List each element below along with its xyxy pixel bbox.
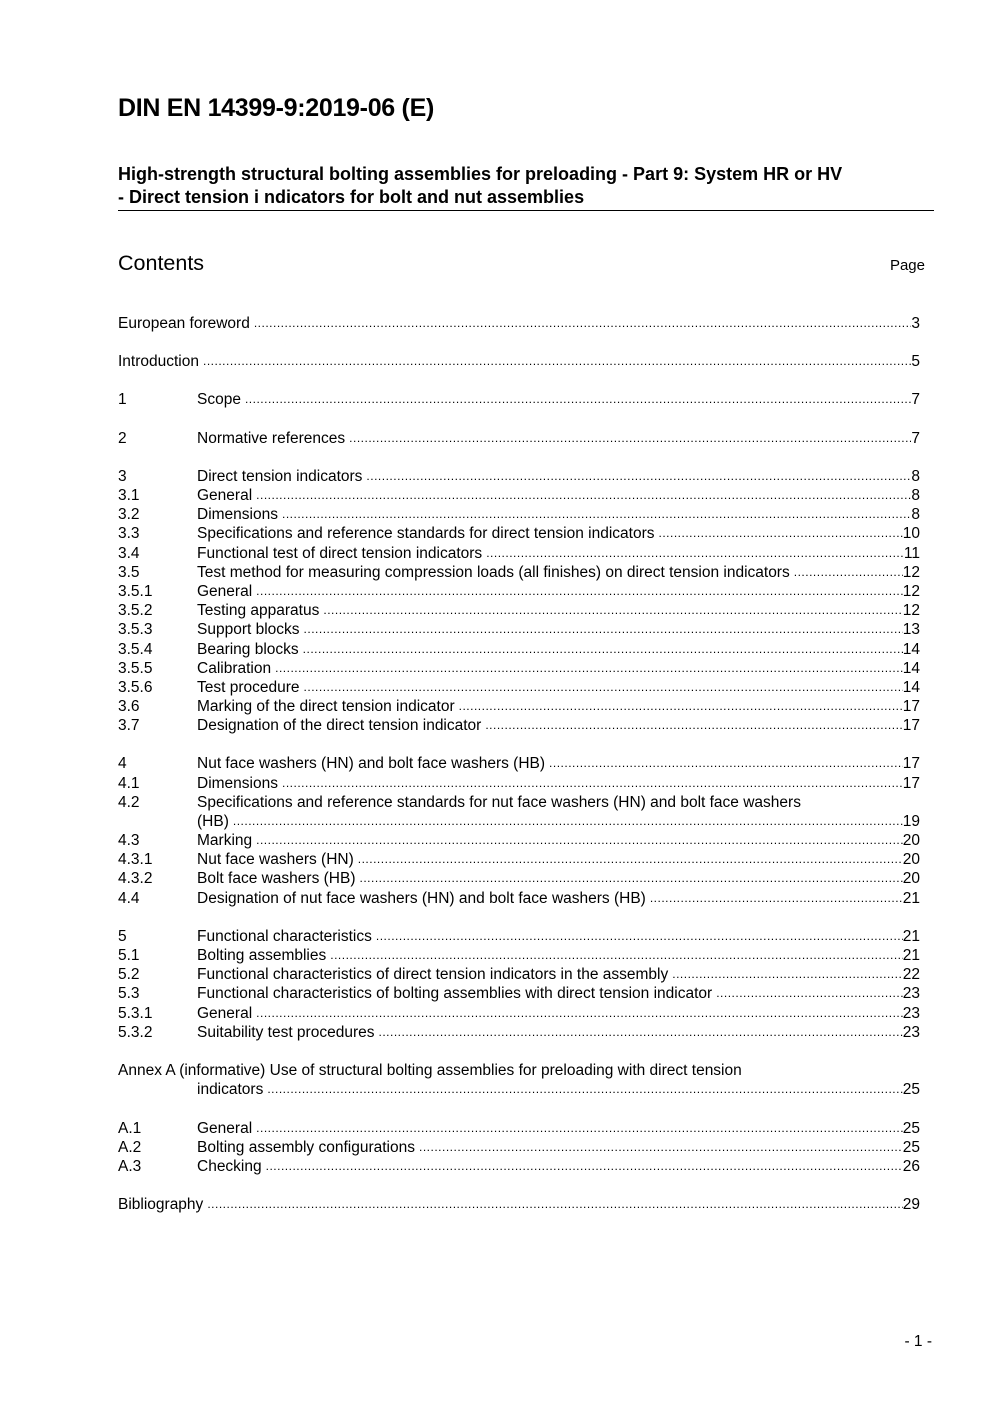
toc-title: European foreword <box>118 315 250 332</box>
toc-page: 12 <box>902 564 920 581</box>
toc-page: 25 <box>902 1120 920 1137</box>
toc-page: 23 <box>902 1024 920 1041</box>
toc-title: Marking <box>197 832 253 849</box>
toc-page: 11 <box>903 545 920 562</box>
toc-page: 7 <box>911 430 920 447</box>
toc-entry[interactable] <box>118 946 920 965</box>
toc-number: 5.3.2 <box>118 1024 153 1041</box>
toc-title: Functional test of direct tension indicators <box>197 545 483 562</box>
toc-entry[interactable] <box>118 889 920 908</box>
toc-title: Testing apparatus <box>197 602 320 619</box>
toc-title: Bolting assembly configurations <box>197 1139 415 1156</box>
toc-title: General <box>197 583 253 600</box>
toc-entry[interactable] <box>118 850 920 869</box>
toc-page: 17 <box>902 698 920 715</box>
toc-number: 3.5.1 <box>118 583 153 600</box>
toc-number: 3.5.5 <box>118 660 153 677</box>
toc-entry[interactable] <box>118 390 920 409</box>
toc-page: 17 <box>902 755 920 772</box>
toc-title: General <box>197 1120 253 1137</box>
toc-page: 23 <box>902 1005 920 1022</box>
toc-entry[interactable] <box>118 716 920 735</box>
toc-number: 3.5.3 <box>118 621 153 638</box>
toc-entry[interactable] <box>118 544 920 563</box>
toc-page: 20 <box>902 870 920 887</box>
toc-page: 17 <box>902 775 920 792</box>
toc-entry[interactable] <box>118 601 920 620</box>
toc-page: 14 <box>902 679 920 696</box>
toc-page: 26 <box>902 1158 920 1175</box>
toc-entry[interactable] <box>118 314 920 333</box>
toc-page: 21 <box>902 890 920 907</box>
toc-entry[interactable] <box>118 620 920 639</box>
toc-number: 4.2 <box>118 794 140 811</box>
document-id: DIN EN 14399-9:2019-06 (E) <box>118 94 434 122</box>
toc-number: 3.1 <box>118 487 140 504</box>
toc-title: Test method for measuring compression loads (all finishes) on direct tension indicators <box>197 564 790 581</box>
toc-title: Direct tension indicators <box>197 468 363 485</box>
toc-page: 3 <box>911 315 920 332</box>
toc-entry[interactable] <box>118 524 920 543</box>
toc-entry-continuation[interactable] <box>197 1080 920 1099</box>
toc-page: 17 <box>902 717 920 734</box>
document-title <box>118 163 930 211</box>
toc-page: 22 <box>902 966 920 983</box>
toc-number: 5.3.1 <box>118 1005 153 1022</box>
toc-title: General <box>197 487 253 504</box>
toc-page: 8 <box>911 506 920 523</box>
toc-number: 5.1 <box>118 947 140 964</box>
toc-title: General <box>197 1005 253 1022</box>
toc-title: Functional characteristics of bolting assemblies with direct tension indicator <box>197 985 713 1002</box>
toc-page: 19 <box>902 813 920 830</box>
toc-number: 5.2 <box>118 966 140 983</box>
toc-page: 25 <box>902 1139 920 1156</box>
toc-page: 13 <box>902 621 920 638</box>
toc-entry[interactable] <box>118 927 920 946</box>
toc-entry[interactable] <box>118 697 920 716</box>
toc-entry[interactable] <box>118 1004 920 1023</box>
toc-entry[interactable] <box>118 1157 920 1176</box>
toc-title: Bibliography <box>118 1196 204 1213</box>
toc-entry[interactable] <box>118 1061 742 1080</box>
toc-entry[interactable] <box>118 678 920 697</box>
toc-number: 4.1 <box>118 775 140 792</box>
toc-page: 7 <box>911 391 920 408</box>
toc-title: Specifications and reference standards for direct tension indicators <box>197 525 655 542</box>
toc-page: 12 <box>902 583 920 600</box>
toc-number: 4.3.2 <box>118 870 153 887</box>
toc-title: Bearing blocks <box>197 641 299 658</box>
toc-entry[interactable] <box>118 754 920 773</box>
title-line-2: - Direct tension i ndicators for bolt and nut assemblies <box>118 187 585 207</box>
toc-number: 3.5.2 <box>118 602 153 619</box>
toc-number: A.3 <box>118 1158 142 1175</box>
toc-page: 10 <box>902 525 920 542</box>
toc-page: 25 <box>902 1081 920 1098</box>
toc-title-continued: (HB) <box>197 813 229 830</box>
toc-page: 8 <box>911 487 920 504</box>
toc-entry-continuation[interactable] <box>197 812 920 831</box>
toc-number: 4.3 <box>118 832 140 849</box>
toc-title: Dimensions <box>197 506 278 523</box>
toc-number: 5 <box>118 928 127 945</box>
toc-entry[interactable] <box>118 429 920 448</box>
toc-title: Calibration <box>197 660 272 677</box>
toc-number: 1 <box>118 391 127 408</box>
title-underline <box>118 210 934 211</box>
toc-number: 3.2 <box>118 506 140 523</box>
toc-page: 29 <box>902 1196 920 1213</box>
toc-entry[interactable] <box>118 984 920 1003</box>
page-column-label: Page <box>889 257 925 274</box>
toc-title: Scope <box>197 391 241 408</box>
toc-entry[interactable] <box>118 659 920 678</box>
toc-number: A.1 <box>118 1120 142 1137</box>
toc-title: Bolting assemblies <box>197 947 327 964</box>
toc-number: 2 <box>118 430 127 447</box>
toc-number: 4.4 <box>118 890 140 907</box>
toc-title: Specifications and reference standards for nut face washers (HN) and bolt face washers <box>197 794 801 811</box>
toc-page: 12 <box>902 602 920 619</box>
toc-entry[interactable] <box>118 965 920 984</box>
toc-number: 5.3 <box>118 985 140 1002</box>
page-number: - 1 - <box>904 1333 932 1350</box>
toc-title-continued: indicators <box>197 1081 264 1098</box>
toc-title: Functional characteristics <box>197 928 372 945</box>
toc-title: Designation of the direct tension indicator <box>197 717 482 734</box>
toc-number: 3.3 <box>118 525 140 542</box>
toc-entry[interactable] <box>118 1119 920 1138</box>
toc-number: 3.4 <box>118 545 140 562</box>
toc-entry[interactable] <box>118 467 920 486</box>
toc-entry[interactable] <box>118 793 920 812</box>
toc-number: 3.5.4 <box>118 641 153 658</box>
contents-heading: Contents <box>118 251 205 275</box>
toc-page: 21 <box>902 928 920 945</box>
toc-title: Nut face washers (HN) and bolt face washers (HB) <box>197 755 546 772</box>
toc-title: Suitability test procedures <box>197 1024 375 1041</box>
toc-page: 20 <box>902 832 920 849</box>
toc-title: Designation of nut face washers (HN) and bolt face washers (HB) <box>197 890 646 907</box>
toc-number: 3.7 <box>118 717 140 734</box>
toc-number: 3.5 <box>118 564 140 581</box>
toc-title: Nut face washers (HN) <box>197 851 354 868</box>
toc-number: 4.3.1 <box>118 851 153 868</box>
toc-entry[interactable] <box>118 582 920 601</box>
toc-title: Introduction <box>118 353 199 370</box>
toc-entry[interactable] <box>118 831 920 850</box>
toc-entry[interactable] <box>118 640 920 659</box>
toc-page: 20 <box>902 851 920 868</box>
toc-title: Checking <box>197 1158 262 1175</box>
toc-title: Normative references <box>197 430 346 447</box>
toc-title: Support blocks <box>197 621 300 638</box>
toc-page: 14 <box>902 660 920 677</box>
toc-page: 8 <box>911 468 920 485</box>
toc-number: 3.5.6 <box>118 679 153 696</box>
toc-entry[interactable] <box>118 352 920 371</box>
toc-entry[interactable] <box>118 1023 920 1042</box>
toc-page: 23 <box>902 985 920 1002</box>
toc-entry[interactable] <box>118 486 920 505</box>
toc-entry[interactable] <box>118 1195 920 1214</box>
toc-entry[interactable] <box>118 869 920 888</box>
toc-title: Annex A (informative) Use of structural bolting assemblies for preloading with direct tension <box>118 1062 742 1079</box>
toc-entry[interactable] <box>118 505 920 524</box>
title-line-1: High-strength structural bolting assemblies for preloading - Part 9: System HR or HV <box>118 164 843 184</box>
toc-page: 21 <box>902 947 920 964</box>
toc-number: 3.6 <box>118 698 140 715</box>
toc-page: 5 <box>911 353 920 370</box>
toc-entry[interactable] <box>118 563 920 582</box>
toc-title: Bolt face washers (HB) <box>197 870 356 887</box>
toc-title: Dimensions <box>197 775 278 792</box>
toc-title: Functional characteristics of direct tension indicators in the assembly <box>197 966 669 983</box>
toc-page: 14 <box>902 641 920 658</box>
toc-number: 4 <box>118 755 127 772</box>
toc-number: 3 <box>118 468 127 485</box>
toc-number: A.2 <box>118 1139 142 1156</box>
toc-title: Test procedure <box>197 679 300 696</box>
toc-entry[interactable] <box>118 774 920 793</box>
toc-entry[interactable] <box>118 1138 920 1157</box>
toc-title: Marking of the direct tension indicator <box>197 698 455 715</box>
